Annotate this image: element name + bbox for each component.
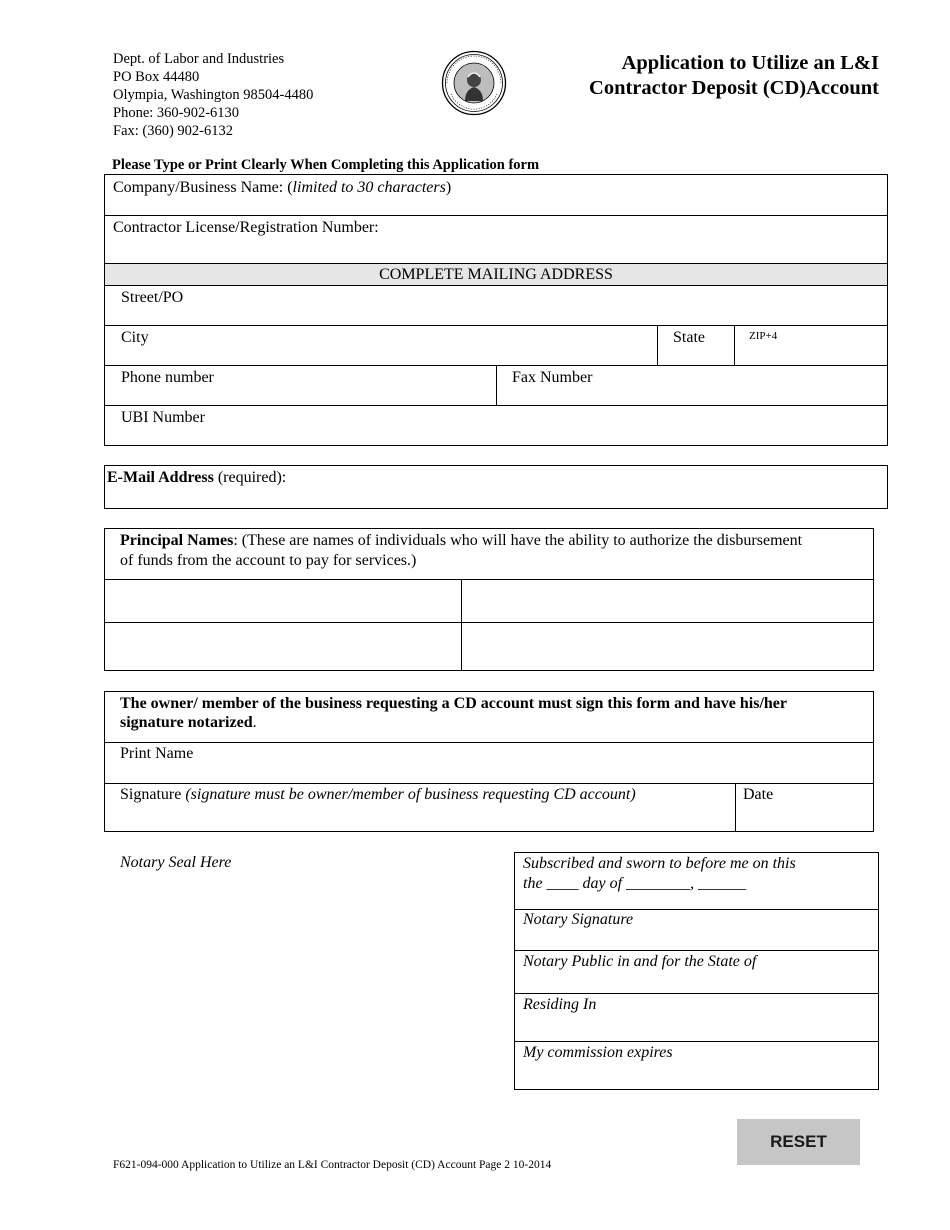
divider bbox=[105, 783, 873, 784]
instructions: Please Type or Print Clearly When Completing this Application form bbox=[112, 157, 540, 173]
divider bbox=[105, 263, 887, 264]
ubi-number-field[interactable]: UBI Number bbox=[121, 409, 205, 426]
principal-name-cell[interactable] bbox=[105, 580, 460, 621]
email-section bbox=[104, 465, 888, 509]
state-seal-icon bbox=[441, 50, 507, 116]
phone-number-field[interactable]: Phone number bbox=[121, 369, 214, 386]
company-name-limit-note: limited to 30 characters bbox=[292, 179, 446, 196]
divider bbox=[657, 325, 658, 365]
divider bbox=[105, 325, 887, 326]
company-name-field[interactable] bbox=[113, 178, 451, 197]
owner-notice-end: . bbox=[252, 714, 257, 731]
divider bbox=[735, 783, 736, 831]
owner-signature-section bbox=[104, 691, 874, 832]
business-info-section bbox=[104, 174, 888, 446]
agency-line: Phone: 360-902-6130 bbox=[113, 105, 240, 121]
principal-names-desc: : (These are names of individuals who will have the ability to authorize the disbursement bbox=[233, 532, 803, 549]
mailing-address-header: COMPLETE MAILING ADDRESS bbox=[379, 266, 613, 283]
signature-label: Signature bbox=[120, 786, 186, 803]
principal-names-title: Principal Names bbox=[120, 532, 234, 549]
sworn-statement-line2[interactable]: the ____ day of ________, ______ bbox=[523, 875, 747, 892]
agency-line: PO Box 44480 bbox=[113, 69, 200, 85]
email-field[interactable] bbox=[107, 468, 286, 487]
owner-notice-line2 bbox=[120, 713, 257, 732]
divider bbox=[734, 325, 735, 365]
divider bbox=[496, 365, 497, 405]
residing-in-field[interactable]: Residing In bbox=[523, 996, 597, 1013]
print-name-field[interactable]: Print Name bbox=[120, 745, 194, 762]
notary-seal-area: Notary Seal Here bbox=[120, 854, 232, 871]
form-title bbox=[540, 51, 879, 101]
company-name-label: Company/Business Name: ( bbox=[113, 179, 293, 196]
notary-signature-field[interactable]: Notary Signature bbox=[523, 911, 634, 928]
notary-state-field[interactable]: Notary Public in and for the State of bbox=[523, 953, 757, 970]
owner-notice-bold: signature notarized bbox=[120, 714, 253, 731]
divider bbox=[105, 285, 887, 286]
email-label: E-Mail Address bbox=[107, 469, 214, 486]
agency-line: Fax: (360) 902-6132 bbox=[113, 123, 234, 139]
signature-note: (signature must be owner/member of business requesting CD account) bbox=[185, 786, 636, 803]
form-footer: F621-094-000 Application to Utilize an L&I Contractor Deposit (CD) Account Page 2 10-2014 bbox=[113, 1159, 552, 1171]
signature-field[interactable] bbox=[120, 785, 636, 804]
city-field[interactable]: City bbox=[121, 329, 149, 346]
agency-address bbox=[113, 50, 313, 140]
date-field[interactable]: Date bbox=[743, 786, 774, 803]
email-required-note: (required): bbox=[213, 469, 287, 486]
principal-name-cell[interactable] bbox=[462, 580, 873, 621]
divider bbox=[105, 215, 887, 216]
principal-names-desc-line2: of funds from the account to pay for services.) bbox=[120, 552, 417, 569]
form-title-line: Contractor Deposit (CD)Account bbox=[589, 77, 879, 99]
principal-names-label bbox=[120, 531, 802, 550]
principal-names-section bbox=[104, 528, 874, 671]
notary-section bbox=[514, 852, 879, 1090]
agency-line: Olympia, Washington 98504-4480 bbox=[113, 87, 314, 103]
reset-button[interactable]: RESET bbox=[737, 1119, 860, 1165]
commission-expires-field[interactable]: My commission expires bbox=[523, 1044, 673, 1061]
owner-notice-line1: The owner/ member of the business requesting a CD account must sign this form and have his/her bbox=[120, 695, 787, 712]
fax-number-field[interactable]: Fax Number bbox=[512, 369, 593, 386]
street-po-field[interactable]: Street/PO bbox=[121, 289, 184, 306]
divider bbox=[105, 405, 887, 406]
zip-field[interactable]: ZIP+4 bbox=[749, 330, 778, 342]
agency-line: Dept. of Labor and Industries bbox=[113, 51, 285, 67]
license-number-field[interactable]: Contractor License/Registration Number: bbox=[113, 219, 379, 236]
divider bbox=[515, 950, 878, 951]
state-field[interactable]: State bbox=[673, 329, 705, 346]
divider bbox=[515, 993, 878, 994]
divider bbox=[105, 742, 873, 743]
company-name-label-end: ) bbox=[445, 179, 452, 196]
sworn-statement-line1: Subscribed and sworn to before me on this bbox=[523, 855, 796, 872]
divider bbox=[515, 1041, 878, 1042]
form-title-line: Application to Utilize an L&I bbox=[621, 52, 879, 74]
principal-name-cell[interactable] bbox=[105, 623, 460, 670]
principal-name-cell[interactable] bbox=[462, 623, 873, 670]
